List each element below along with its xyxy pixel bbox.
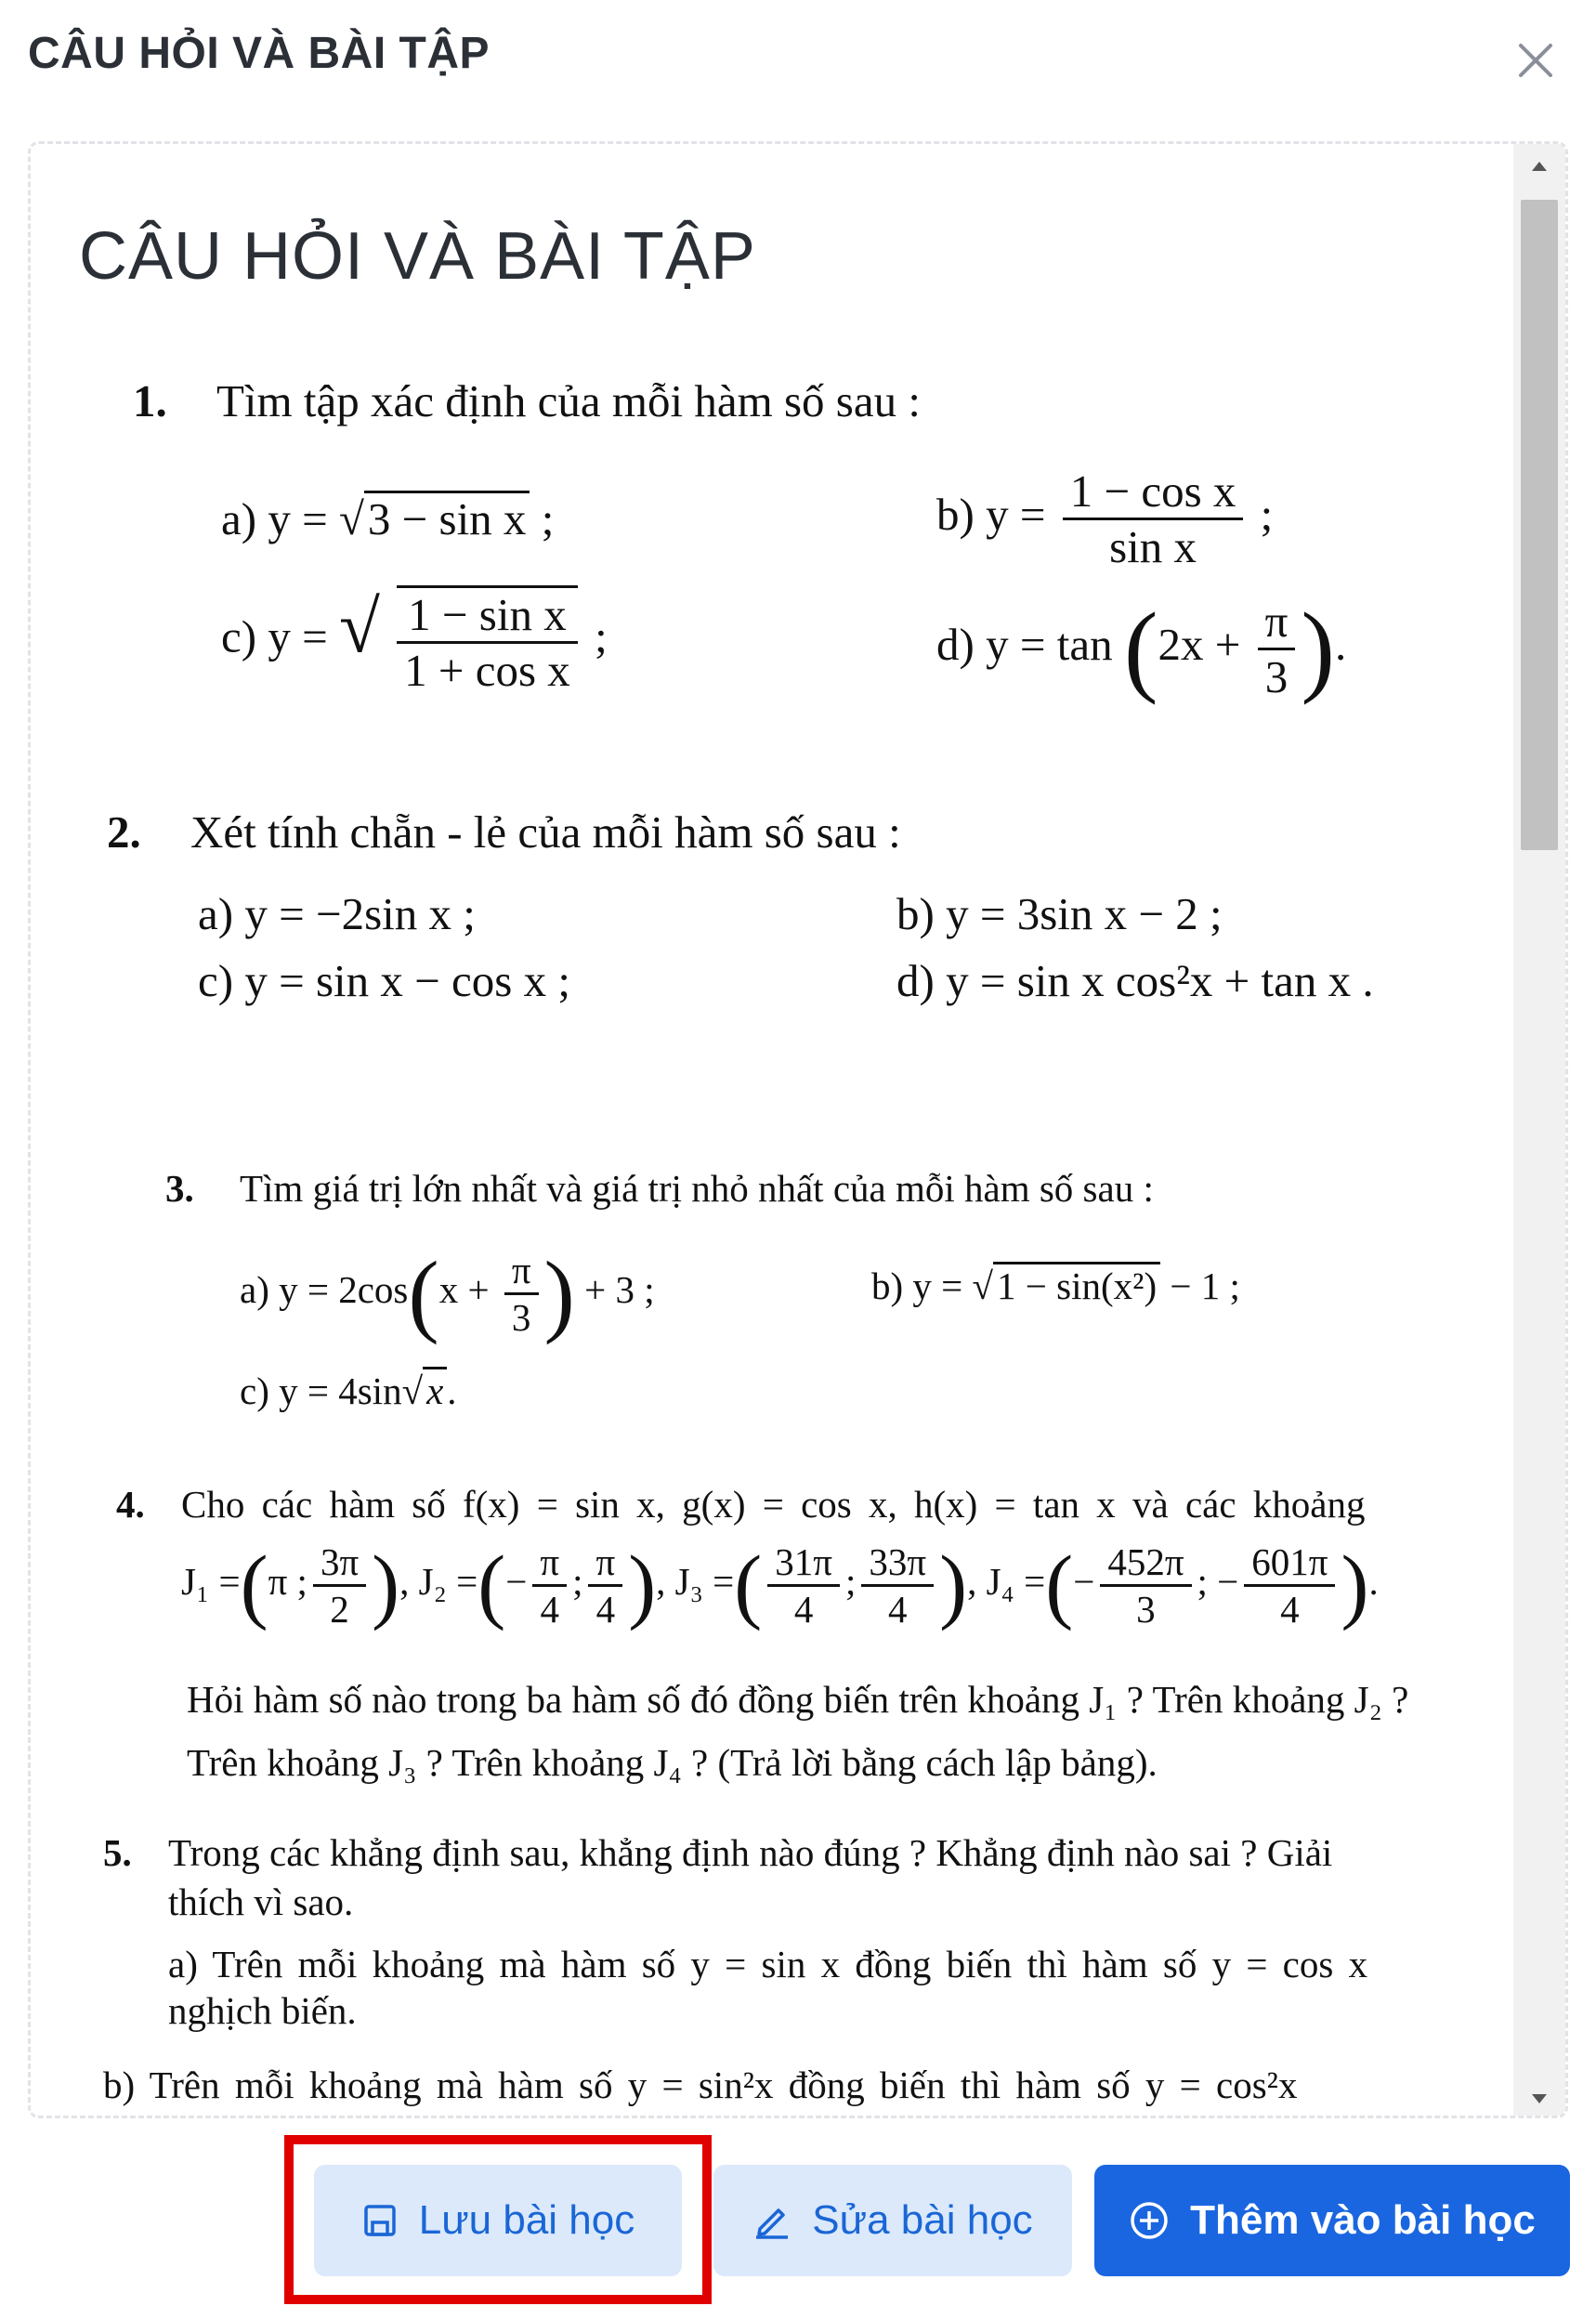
q3-text: Tìm giá trị lớn nhất và giá trị nhỏ nhất của mỗi hàm số sau : xyxy=(240,1167,1154,1210)
q3-c: c) y = 4sin√x. xyxy=(240,1369,457,1413)
vertical-scrollbar[interactable] xyxy=(1513,144,1565,2118)
q2-a: a) y = −2sin x ; xyxy=(198,888,476,939)
q2-d: d) y = sin x cos²x + tan x . xyxy=(896,955,1374,1006)
add-to-lesson-label: Thêm vào bài học xyxy=(1190,2197,1536,2243)
q1-c: c) y = √ $\frac{\text{1 − sin x}}{\text{1 + cos x}}$ ; xyxy=(221,586,608,696)
q4-line2: Trên khoảng J₃ ? Trên khoảng J₄ ? (Trả lời bằng cách lập bảng). xyxy=(187,1741,1158,1784)
q5-b1: b) Trên mỗi khoảng mà hàm số y = sin²x đồng biến thì hàm số y = cos²x xyxy=(103,2064,1298,2106)
scrollbar-thumb[interactable] xyxy=(1521,200,1558,850)
q2-c: c) y = sin x − cos x ; xyxy=(198,955,570,1006)
q1-number: 1. xyxy=(133,375,167,426)
q5-text1: Trong các khẳng định sau, khẳng định nào đúng ? Khẳng định nào sai ? Giải xyxy=(168,1831,1333,1874)
q1-text: Tìm tập xác định của mỗi hàm số sau : xyxy=(216,375,921,426)
save-lesson-button[interactable] xyxy=(314,2165,682,2276)
q2-b: b) y = 3sin x − 2 ; xyxy=(896,888,1223,939)
q5-a2: nghịch biến. xyxy=(168,1989,357,2032)
scroll-up-arrow-icon[interactable] xyxy=(1524,151,1554,181)
scroll-down-arrow-icon[interactable] xyxy=(1524,2084,1554,2114)
q3-a: a) y = 2cos(x + $\frac{\pi}{3}$ ) + 3 ; xyxy=(240,1242,655,1345)
close-button[interactable] xyxy=(1503,28,1568,93)
q3-b: b) y = √1 − sin(x²) − 1 ; xyxy=(871,1264,1240,1308)
lesson-document xyxy=(31,144,1517,2118)
q1-d: d) y = tan (2x + $\frac{\pi}{3}$ ). xyxy=(936,592,1347,705)
q3-number: 3. xyxy=(165,1167,194,1210)
save-lesson-label: Lưu bài học xyxy=(418,2197,635,2243)
modal-title: CÂU HỎI VÀ BÀI TẬP xyxy=(28,29,491,78)
q4-intervals: J₁ =(π ; $\frac{3\pi}{2}$ ), J₂ =(− $\frac{\pi}{4}$ ; $\frac{\pi}{4}$ ), J₃ =( $\frac{31\pi}{4}$ ; $\frac{33\pi}{4}$ ), J₄ =(− $\frac{452\pi}{3}$ ; − $\frac{601\pi}{4}$ ). xyxy=(181,1540,1379,1631)
q4-number: 4. xyxy=(116,1483,145,1526)
close-icon[interactable] xyxy=(1515,40,1556,81)
edit-lesson-label: Sửa bài học xyxy=(812,2197,1033,2243)
q4-line1: Hỏi hàm số nào trong ba hàm số đó đồng biến trên khoảng J₁ ? Trên khoảng J₂ ? xyxy=(187,1678,1409,1721)
save-icon xyxy=(361,2202,399,2239)
add-to-lesson-button[interactable] xyxy=(1094,2165,1570,2276)
pencil-icon xyxy=(752,2201,791,2240)
q5-a1: a) Trên mỗi khoảng mà hàm số y = sin x đồng biến thì hàm số y = cos x xyxy=(168,1943,1368,1985)
q5-number: 5. xyxy=(103,1831,132,1874)
q4-text: Cho các hàm số f(x) = sin x, g(x) = cos x, h(x) = tan x và các khoảng xyxy=(181,1483,1366,1526)
q2-number: 2. xyxy=(107,806,141,858)
q1-b: b) y = $\frac{\text{1 − cos x}}{\text{sin x}}$ ; xyxy=(936,465,1274,572)
edit-lesson-button[interactable] xyxy=(713,2165,1072,2276)
plus-circle-icon xyxy=(1129,2200,1170,2241)
q2-text: Xét tính chẵn - lẻ của mỗi hàm số sau : xyxy=(190,806,901,858)
lesson-content-panel[interactable] xyxy=(28,141,1568,2118)
q5-text2: thích vì sao. xyxy=(168,1880,354,1923)
q1-a: a) y = √3 − sin x ; xyxy=(221,492,554,545)
document-title: CÂU HỎI VÀ BÀI TẬP xyxy=(79,219,756,294)
